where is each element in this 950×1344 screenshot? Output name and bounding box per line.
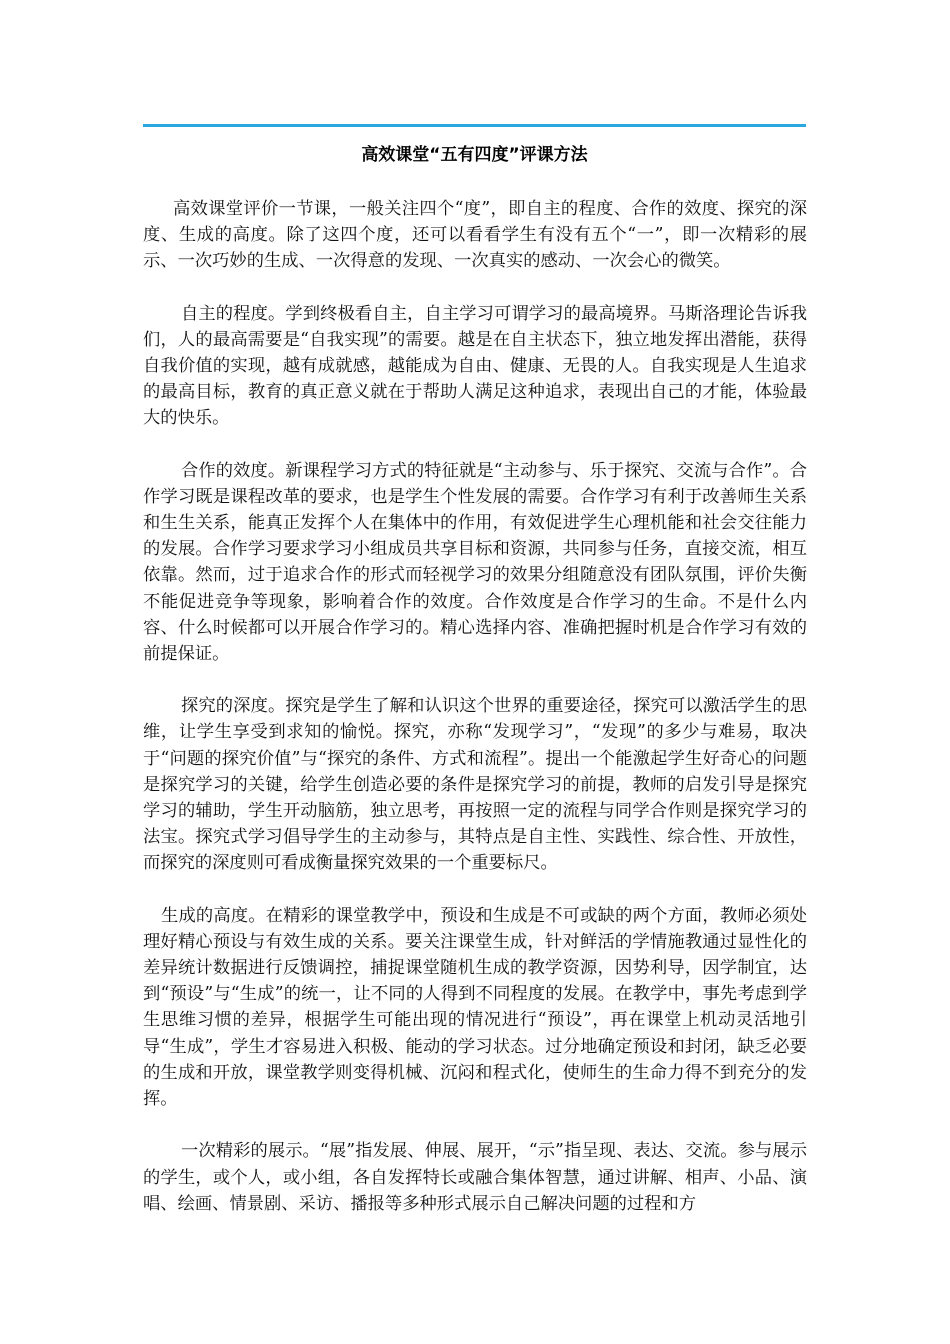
paragraph-intro: 高效课堂评价一节课，一般关注四个“度”，即自主的程度、合作的效度、探究的深度、生成的高度。除了这四个度，还可以看看学生有没有五个“一”，即一次精彩的展示、一次巧妙的生成、一次得意的发现、一次真实的感动、一次会心的微笑。 bbox=[143, 199, 807, 272]
document-title: 高效课堂“五有四度”评课方法 bbox=[361, 145, 588, 165]
paragraph-cooperation: 合作的效度。新课程学习方式的特征就是“主动参与、乐于探究、交流与合作”。合作学习既是课程改革的要求，也是学生个性发展的需要。合作学习有利于改善师生关系和生生关系，能真正发挥个人在集体中的作用，有效促进学生心理机能和社会交往能力的发展。合作学习要求学习小组成员共享目标和资源，共同参与任务，直接交流，相互依靠。然而，过于追求合作的形式而轻视学习的效果分组随意没有团队氛围，评价失衡不能促进竞争等现象，影响着合作的效度。合作效度是合作学习的生命。不是什么内容、什么时候都可以开展合作学习的。精心选择内容、准确把握时机是合作学习有效的前提保证。 bbox=[143, 460, 807, 665]
paragraph-inquiry: 探究的深度。探究是学生了解和认识这个世界的重要途径，探究可以激活学生的思维，让学生享受到求知的愉悦。探究，亦称“发现学习”，“发现”的多少与难易，取决于“问题的探究价值”与“探究的条件、方式和流程”。提出一个能激起学生好奇心的问题是探究学习的关键，给学生创造必要的条件是探究学习的前提，教师的启发引导是探究学习的辅助，学生开动脑筋，独立思考，再按照一定的流程与同学合作则是探究学习的法宝。探究式学习倡导学生的主动参与，其特点是自主性、实践性、综合性、开放性，而探究的深度则可看成衡量探究效果的一个重要标尺。 bbox=[143, 696, 807, 874]
paragraph-generation: 生成的高度。在精彩的课堂教学中，预设和生成是不可或缺的两个方面，教师必须处理好精心预设与有效生成的关系。要关注课堂生成，针对鲜活的学情施教通过显性化的差异统计数据进行反馈调控，捕捉课堂随机生成的教学资源，因势利导，因学制宜，达到“预设”与“生成”的统一，让不同的人得到不同程度的发展。在教学中，事先考虑到学生思维习惯的差异，根据学生可能出现的情况进行“预设”，再在课堂上机动灵活地引导“生成”，学生才容易进入积极、能动的学习状态。过分地确定预设和封闭，缺乏必要的生成和开放，课堂教学则变得机械、沉闷和程式化，使师生的生命力得不到充分的发挥。 bbox=[143, 905, 807, 1110]
paragraph-autonomy: 自主的程度。学到终极看自主，自主学习可谓学习的最高境界。马斯洛理论告诉我们，人的最高需要是“自我实现”的需要。越是在自主状态下，独立地发挥出潜能，获得自我价值的实现，越有成就感，越能成为自由、健康、无畏的人。自我实现是人生追求的最高目标，教育的真正意义就在于帮助人满足这种追求，表现出自己的才能，体验最大的快乐。 bbox=[143, 303, 807, 429]
document-body bbox=[143, 196, 807, 1243]
header-rule bbox=[143, 124, 806, 127]
paragraph-showcase: 一次精彩的展示。“展”指发展、伸展、展开，“示”指呈现、表达、交流。参与展示的学生，或个人，或小组，各自发挥特长或融合集体智慧，通过讲解、相声、小品、演唱、绘画、情景剧、采访、播报等多种形式展示自己解决问题的过程和方 bbox=[143, 1141, 807, 1214]
